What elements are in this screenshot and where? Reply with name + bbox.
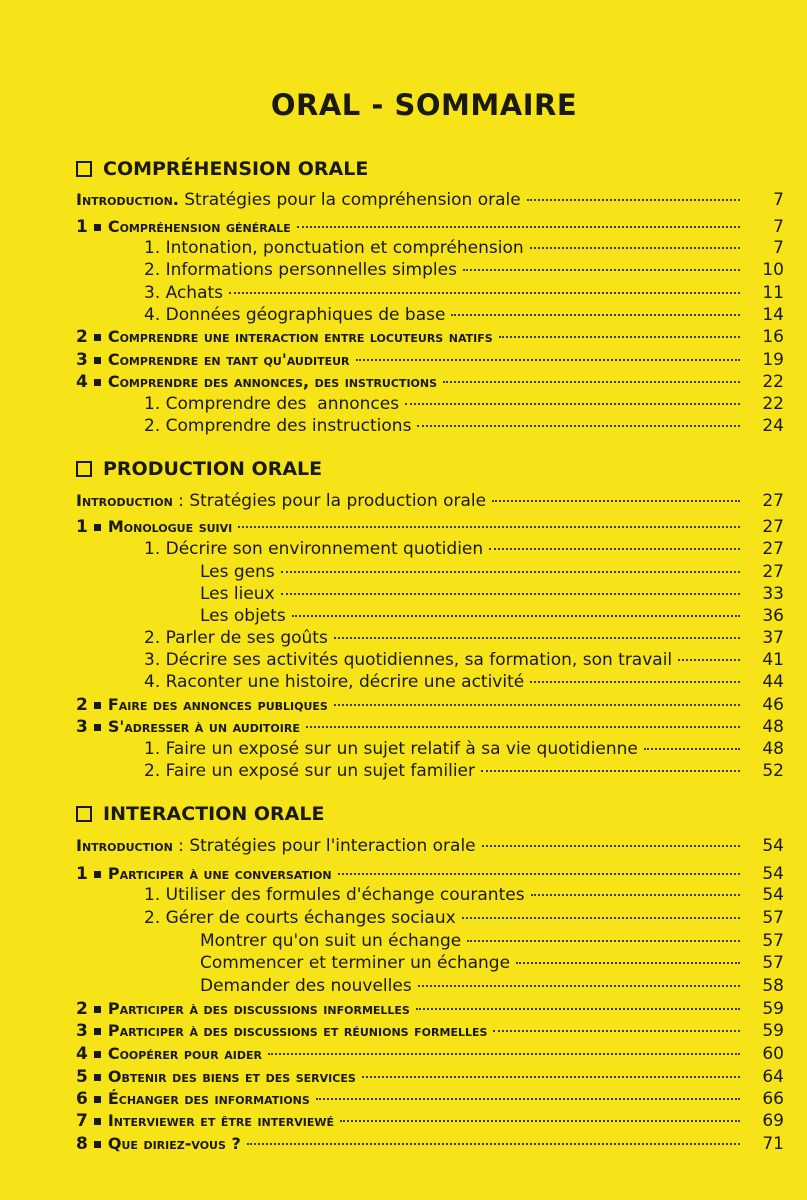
square-bullet-icon <box>94 1006 101 1013</box>
entry-number: 3 <box>76 1021 88 1041</box>
toc-entry <box>144 760 740 782</box>
page-number: 27 <box>762 517 784 537</box>
toc-row <box>0 583 807 605</box>
toc-row <box>0 884 807 906</box>
page-number: 22 <box>762 394 784 414</box>
page-number: 59 <box>762 999 784 1019</box>
square-bullet-icon <box>94 379 101 386</box>
entry-label: 1. Utiliser des formules d'échange courantes <box>144 885 525 905</box>
dot-leader <box>416 1008 740 1010</box>
dot-leader <box>281 571 740 573</box>
entry-number: 2 <box>76 695 88 715</box>
toc-row <box>0 237 807 259</box>
toc-entry <box>144 649 740 671</box>
toc-row <box>0 716 807 738</box>
dot-leader <box>247 1143 740 1145</box>
page-number: 27 <box>762 539 784 559</box>
toc-entry <box>76 694 740 716</box>
dot-leader <box>338 873 740 875</box>
page-number: 44 <box>762 672 784 692</box>
toc-entry <box>76 1133 740 1155</box>
entry-label: Monologue suivi <box>107 517 233 536</box>
dot-leader <box>316 1098 740 1100</box>
entry-label: 3. Décrire ses activités quotidiennes, sa formation, son travail <box>144 650 673 670</box>
toc-entry <box>76 998 740 1020</box>
entry-number: 4 <box>76 372 88 392</box>
entry-label: : Stratégies pour la production orale <box>172 491 487 511</box>
dot-leader <box>467 940 740 942</box>
entry-number: 6 <box>76 1089 88 1109</box>
toc-entry <box>200 975 740 997</box>
dot-leader <box>334 637 740 639</box>
entry-label: Stratégies pour la compréhension orale <box>178 190 521 210</box>
toc-entry <box>200 561 740 583</box>
dot-leader <box>229 292 740 294</box>
dot-leader <box>292 615 740 617</box>
page-number: 48 <box>762 739 784 759</box>
entry-label: Comprendre des annonces, des instructions <box>107 372 438 391</box>
square-bullet-icon <box>94 357 101 364</box>
entry-prefix: Introduction <box>76 836 173 855</box>
dot-leader <box>281 593 740 595</box>
toc-entry <box>76 216 740 238</box>
section-heading-label: PRODUCTION ORALE <box>103 458 323 480</box>
entry-label: 1. Décrire son environnement quotidien <box>144 539 484 559</box>
dot-leader <box>238 526 740 528</box>
entry-label: Participer à une conversation <box>107 864 332 883</box>
square-bullet-icon <box>94 871 101 878</box>
page-number: 59 <box>762 1021 784 1041</box>
toc-entry <box>144 304 740 326</box>
toc-entry <box>144 393 740 415</box>
toc-row <box>0 561 807 583</box>
toc-entry <box>76 516 740 538</box>
toc-row <box>0 694 807 716</box>
entry-label: 2. Informations personnelles simples <box>144 260 457 280</box>
entry-number: 5 <box>76 1067 88 1087</box>
entry-label: Les lieux <box>200 584 275 604</box>
toc-entry <box>76 1088 740 1110</box>
page-number: 69 <box>762 1111 784 1131</box>
dot-leader <box>418 985 740 987</box>
section-heading-label: INTERACTION ORALE <box>103 803 325 825</box>
dot-leader <box>481 770 740 772</box>
entry-label: Échanger des informations <box>107 1089 310 1108</box>
entry-label: 1. Faire un exposé sur un sujet relatif à sa vie quotidienne <box>144 739 638 759</box>
square-bullet-icon <box>94 702 101 709</box>
dot-leader <box>531 894 740 896</box>
section-heading-comprehension <box>76 157 368 181</box>
dot-leader <box>462 917 740 919</box>
entry-label: Montrer qu'on suit un échange <box>200 931 462 951</box>
toc-row <box>0 998 807 1020</box>
page-number: 58 <box>762 976 784 996</box>
toc-row <box>0 259 807 281</box>
entry-label: 2. Gérer de courts échanges sociaux <box>144 908 456 928</box>
page-number: 57 <box>762 908 784 928</box>
entry-label: Participer à des discussions et réunions formelles <box>107 1021 488 1040</box>
toc-entry <box>144 627 740 649</box>
square-bullet-icon <box>94 224 101 231</box>
toc-row <box>0 282 807 304</box>
toc-entry <box>144 538 740 560</box>
toc-row <box>0 490 807 512</box>
dot-leader <box>527 199 740 201</box>
section-heading-label: COMPRÉHENSION ORALE <box>103 158 369 180</box>
entry-prefix: Introduction. <box>76 190 179 209</box>
entry-label: 2. Comprendre des instructions <box>144 416 412 436</box>
entry-label: Que diriez-vous ? <box>107 1134 241 1153</box>
square-bullet-icon <box>94 1051 101 1058</box>
dot-leader <box>644 748 740 750</box>
toc-row <box>0 1043 807 1065</box>
page-number: 54 <box>762 885 784 905</box>
entry-label: Comprendre une interaction entre locuteurs natifs <box>107 327 493 346</box>
entry-label: S'adresser à un auditoire <box>107 717 300 736</box>
page-number: 46 <box>762 695 784 715</box>
toc-entry <box>144 671 740 693</box>
page-number: 48 <box>762 717 784 737</box>
toc-entry <box>76 490 740 512</box>
toc-row <box>0 216 807 238</box>
toc-row <box>0 671 807 693</box>
toc-row <box>0 349 807 371</box>
page-number: 14 <box>762 305 784 325</box>
toc-entry <box>76 326 740 348</box>
toc-row <box>0 516 807 538</box>
toc-row <box>0 1133 807 1155</box>
toc-entry <box>76 716 740 738</box>
entry-label: Comprendre en tant qu'auditeur <box>107 350 350 369</box>
section-heading-interaction <box>76 802 324 826</box>
dot-leader <box>489 548 740 550</box>
entry-label: 4. Raconter une histoire, décrire une activité <box>144 672 525 692</box>
page-number: 24 <box>762 416 784 436</box>
entry-label: 3. Achats <box>144 283 224 303</box>
toc-entry <box>76 835 740 857</box>
toc-entry <box>144 884 740 906</box>
entry-label: Demander des nouvelles <box>200 976 412 996</box>
toc-row <box>0 538 807 560</box>
entry-number: 4 <box>76 1044 88 1064</box>
entry-number: 8 <box>76 1134 88 1154</box>
toc-row <box>0 393 807 415</box>
toc-row <box>0 952 807 974</box>
entry-label: 1. Intonation, ponctuation et compréhension <box>144 238 524 258</box>
page-number: 64 <box>762 1067 784 1087</box>
toc-entry <box>200 605 740 627</box>
page-number: 66 <box>762 1089 784 1109</box>
toc-entry <box>144 907 740 929</box>
dot-leader <box>463 269 740 271</box>
dot-leader <box>334 704 740 706</box>
page-number: 16 <box>762 327 784 347</box>
entry-label: Obtenir des biens et des services <box>107 1067 356 1086</box>
toc-entry <box>200 952 740 974</box>
entry-label: : Stratégies pour l'interaction orale <box>172 836 476 856</box>
entry-number: 2 <box>76 327 88 347</box>
dot-leader <box>530 681 740 683</box>
page-number: 36 <box>762 606 784 626</box>
toc-entry <box>76 1110 740 1132</box>
page-number: 7 <box>773 238 784 258</box>
square-bullet-icon <box>94 1096 101 1103</box>
toc-row <box>0 1066 807 1088</box>
entry-label: 2. Faire un exposé sur un sujet familier <box>144 761 475 781</box>
toc-row <box>0 907 807 929</box>
dot-leader <box>451 314 740 316</box>
toc-entry <box>76 349 740 371</box>
toc-row <box>0 326 807 348</box>
page-number: 22 <box>762 372 784 392</box>
dot-leader <box>306 726 740 728</box>
toc-entry <box>76 863 740 885</box>
toc-row <box>0 649 807 671</box>
square-bullet-icon <box>94 1118 101 1125</box>
page-title: ORAL - SOMMAIRE <box>270 88 578 122</box>
entry-number: 7 <box>76 1111 88 1131</box>
page-number: 60 <box>762 1044 784 1064</box>
entry-label: Participer à des discussions informelles <box>107 999 410 1018</box>
entry-label: 4. Données géographiques de base <box>144 305 446 325</box>
entry-number: 2 <box>76 999 88 1019</box>
toc-entry <box>144 259 740 281</box>
toc-row <box>0 304 807 326</box>
entry-number: 1 <box>76 517 88 537</box>
dot-leader <box>493 1030 740 1032</box>
page-number: 57 <box>762 931 784 951</box>
section-heading-production <box>76 457 322 481</box>
toc-entry <box>76 1020 740 1042</box>
dot-leader <box>492 500 740 502</box>
entry-number: 1 <box>76 864 88 884</box>
page-number: 11 <box>762 283 784 303</box>
toc-row <box>0 1020 807 1042</box>
page-number: 10 <box>762 260 784 280</box>
toc-row <box>0 1110 807 1132</box>
dot-leader <box>499 336 740 338</box>
entry-label: Faire des annonces publiques <box>107 695 328 714</box>
toc-entry <box>76 189 740 211</box>
toc-row <box>0 930 807 952</box>
toc-row <box>0 627 807 649</box>
dot-leader <box>362 1076 740 1078</box>
square-bullet-icon <box>94 1141 101 1148</box>
page-number: 57 <box>762 953 784 973</box>
toc-row <box>0 738 807 760</box>
toc-row <box>0 371 807 393</box>
toc-row <box>0 605 807 627</box>
entry-label: Compréhension générale <box>107 217 291 236</box>
toc-entry <box>76 1066 740 1088</box>
toc-entry <box>144 738 740 760</box>
page-number: 33 <box>762 584 784 604</box>
checkbox-icon <box>76 461 92 477</box>
entry-label: Interviewer et être interviewé <box>107 1111 335 1130</box>
page-number: 54 <box>762 864 784 884</box>
square-bullet-icon <box>94 1028 101 1035</box>
toc-entry <box>200 930 740 952</box>
toc-entry <box>144 237 740 259</box>
toc-entry <box>144 282 740 304</box>
dot-leader <box>356 359 741 361</box>
toc-entry <box>76 371 740 393</box>
toc-row <box>0 835 807 857</box>
entry-number: 1 <box>76 217 88 237</box>
dot-leader <box>417 425 740 427</box>
square-bullet-icon <box>94 724 101 731</box>
entry-number: 3 <box>76 717 88 737</box>
toc-row <box>0 415 807 437</box>
entry-prefix: Introduction <box>76 491 173 510</box>
dot-leader <box>530 247 740 249</box>
entry-label: Les objets <box>200 606 286 626</box>
entry-label: Les gens <box>200 562 275 582</box>
checkbox-icon <box>76 806 92 822</box>
toc-row <box>0 975 807 997</box>
square-bullet-icon <box>94 334 101 341</box>
dot-leader <box>516 962 740 964</box>
page-number: 52 <box>762 761 784 781</box>
page-number: 7 <box>773 217 784 237</box>
entry-label: 2. Parler de ses goûts <box>144 628 328 648</box>
dot-leader <box>340 1120 740 1122</box>
checkbox-icon <box>76 161 92 177</box>
page-number: 27 <box>762 562 784 582</box>
dot-leader <box>678 659 740 661</box>
entry-number: 3 <box>76 350 88 370</box>
entry-label: Coopérer pour aider <box>107 1044 262 1063</box>
page-number: 54 <box>762 836 784 856</box>
toc-row <box>0 189 807 211</box>
entry-label: Commencer et terminer un échange <box>200 953 511 973</box>
dot-leader <box>297 226 740 228</box>
square-bullet-icon <box>94 1074 101 1081</box>
dot-leader <box>443 381 740 383</box>
square-bullet-icon <box>94 524 101 531</box>
toc-entry <box>144 415 740 437</box>
toc-entry <box>76 1043 740 1065</box>
toc-entry <box>200 583 740 605</box>
page-number: 27 <box>762 491 784 511</box>
page-number: 7 <box>773 190 784 210</box>
toc-row <box>0 760 807 782</box>
page-number: 71 <box>762 1134 784 1154</box>
toc-row <box>0 863 807 885</box>
dot-leader <box>405 403 740 405</box>
dot-leader <box>268 1053 740 1055</box>
toc-row <box>0 1088 807 1110</box>
entry-label: 1. Comprendre des annonces <box>144 394 400 414</box>
page-number: 41 <box>762 650 784 670</box>
page-number: 37 <box>762 628 784 648</box>
dot-leader <box>482 845 740 847</box>
page-number: 19 <box>762 350 784 370</box>
